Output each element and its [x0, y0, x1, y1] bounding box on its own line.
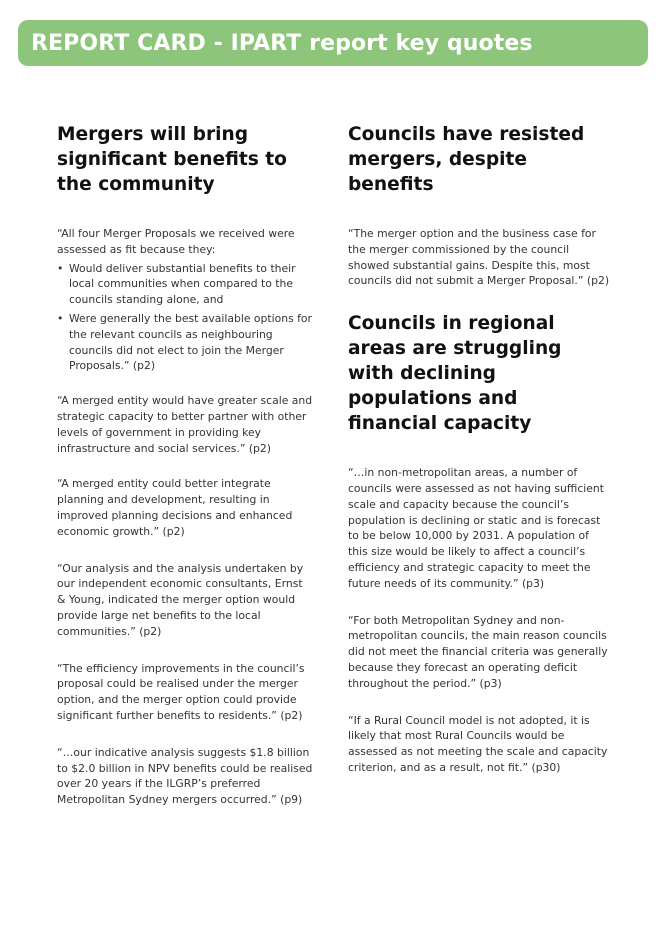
banner-title: REPORT CARD - IPART report key quotes: [31, 30, 533, 56]
left-quote-1: “A merged entity would have greater scale and strategic capacity to better partner with other levels of government in providing key infrastructure and social services.” (p2): [57, 394, 313, 455]
right-quote-1: “The merger option and the business case for the merger commissioned by the council showed substantial gains. Despite this, most councils did not submit a Merger Proposal.” (p2): [348, 227, 610, 288]
left-column: [57, 122, 313, 808]
right-quote-3: “For both Metropolitan Sydney and non-metropolitan councils, the main reason councils did not meet the financial criteria was generally because they forecast an operating deficit throughout the period.” (p3): [348, 613, 608, 690]
left-heading: Mergers will bring significant benefits to the community: [57, 124, 287, 195]
right-heading-2: Councils in regional areas are struggling with declining populations and financial capacity: [348, 313, 562, 435]
right-quote-4: “If a Rural Council model is not adopted, it is likely that most Rural Councils would be assessed as not meeting the scale and capacity criterion, and as a result, not fit.” (p30): [348, 713, 608, 774]
report-card-banner: [18, 20, 648, 66]
left-bullet-list: [57, 261, 313, 375]
left-quote-3: “Our analysis and the analysis undertaken by our independent economic consultants, Ernst & Young, indicated the merger option would provide large net benefits to the local communities.” (p2): [57, 561, 304, 638]
bullet-item: • Would deliver substantial benefits to their local communities when compared to the councils standing alone, and: [57, 261, 313, 308]
right-column: [348, 122, 610, 776]
left-intro-quote: “All four Merger Proposals we received were assessed as fit because they:: [57, 227, 295, 256]
right-quote-2: “…in non-metropolitan areas, a number of councils were assessed as not having sufficient scale and capacity because the council’s population is declining or static and is forecast to be below 10,000 by 2031. A population of this size would be likely to affect a council’s efficiency and strategic capacity to meet the future needs of its community.” (p3): [348, 466, 604, 590]
bullet-item: • Were generally the best available options for the relevant councils as neighbouring councils did not elect to join the Merger Proposals.” (p2): [57, 311, 313, 374]
left-quote-4: “The efficiency improvements in the council’s proposal could be realised under the merger option, and the merger option could provide significant further benefits to residents.” (p2): [57, 661, 305, 722]
right-heading-1: Councils have resisted mergers, despite benefits: [348, 124, 585, 195]
left-quote-5: “…our indicative analysis suggests $1.8 billion to $2.0 billion in NPV benefits could be realised over 20 years if the ILGRP’s preferred Metropolitan Sydney mergers occurred.” (p9): [57, 745, 313, 807]
left-quote-2: “A merged entity could better integrate planning and development, resulting in improved planning decisions and enhanced economic growth.” (p2): [57, 477, 293, 538]
